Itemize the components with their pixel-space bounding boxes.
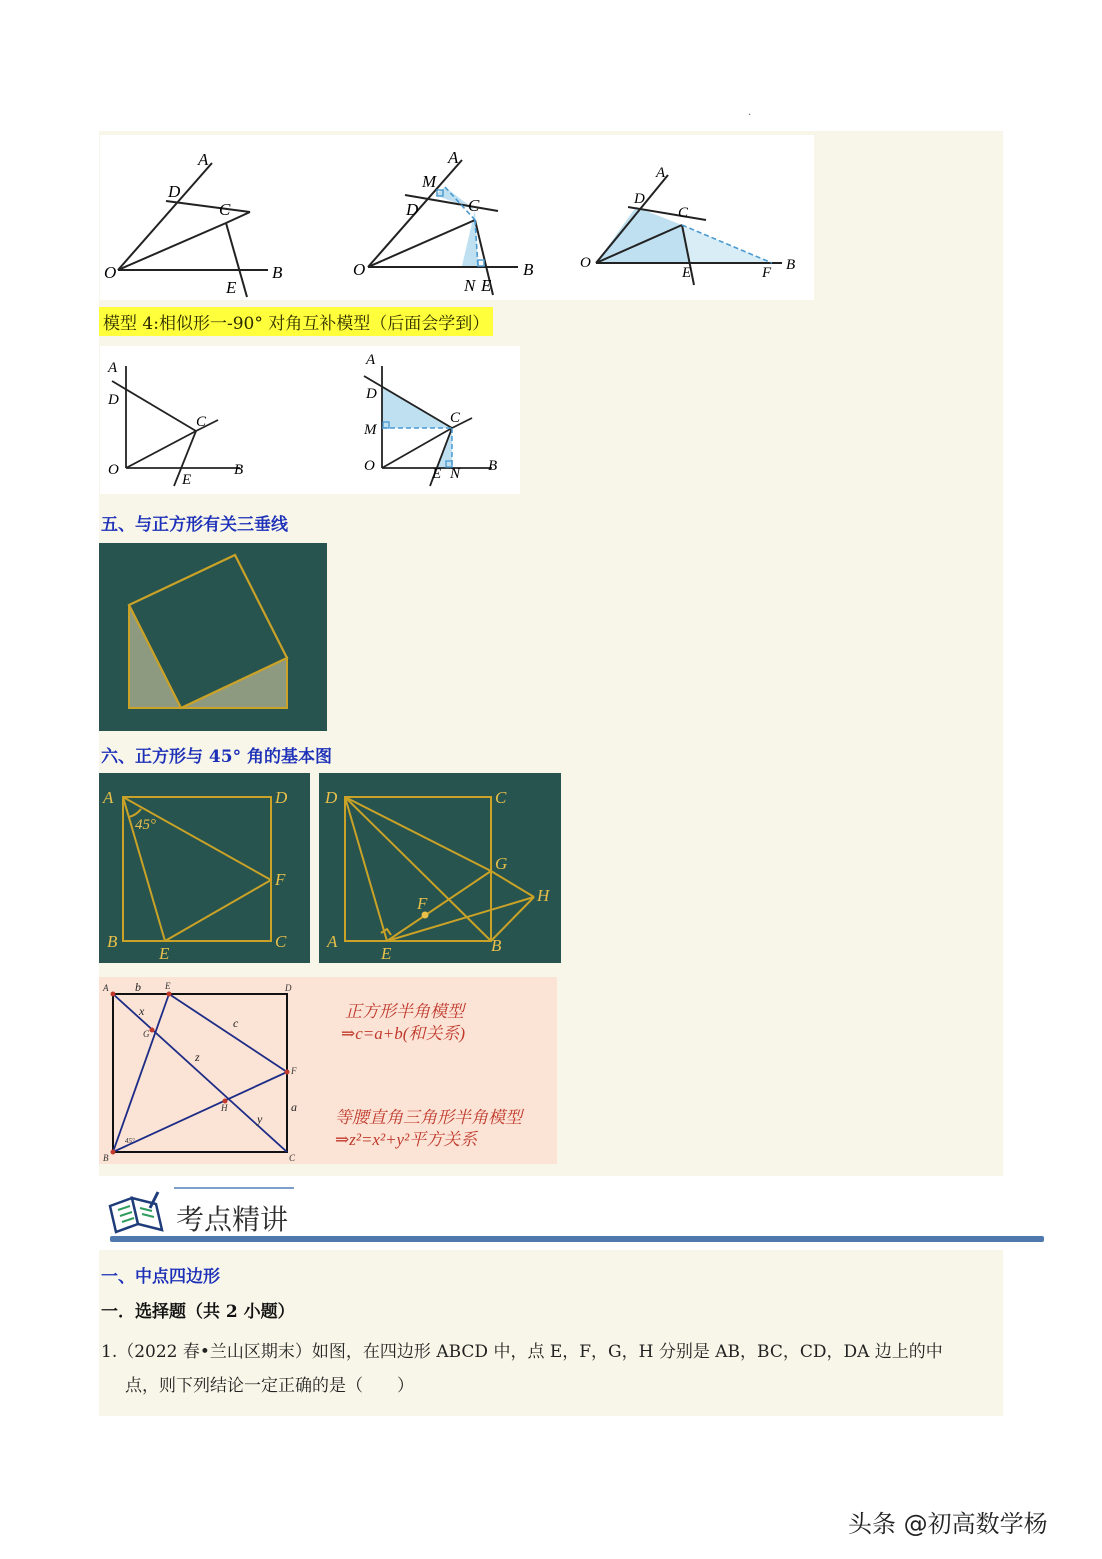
svg-text:N: N bbox=[450, 466, 461, 482]
svg-text:y: y bbox=[257, 1112, 263, 1126]
heading-six: 六、正方形与 45° 角的基本图 bbox=[101, 747, 332, 767]
svg-text:A: A bbox=[448, 148, 459, 167]
svg-text:O: O bbox=[580, 255, 591, 271]
svg-text:G: G bbox=[495, 854, 508, 873]
svg-text:B: B bbox=[491, 936, 502, 955]
figure-right-angle-models bbox=[100, 346, 520, 494]
svg-text:E: E bbox=[165, 981, 171, 991]
svg-text:D: D bbox=[325, 788, 338, 807]
svg-text:A: A bbox=[108, 360, 118, 376]
svg-text:C: C bbox=[678, 205, 689, 221]
svg-text:C: C bbox=[495, 788, 507, 807]
svg-text:G: G bbox=[143, 1029, 150, 1039]
svg-text:A: A bbox=[656, 165, 666, 181]
question-1-line-2: 点，则下列结论一定正确的是（ ） bbox=[125, 1376, 414, 1396]
top-mark: · bbox=[748, 110, 752, 121]
svg-text:E: E bbox=[432, 466, 442, 482]
svg-text:A: A bbox=[366, 352, 376, 368]
svg-text:A: A bbox=[198, 150, 209, 169]
heading-model-4: 模型 4:相似形一-90° 对角互补模型（后面会学到） bbox=[99, 307, 493, 336]
svg-text:E: E bbox=[481, 276, 492, 295]
svg-text:A: A bbox=[103, 788, 114, 807]
svg-text:C: C bbox=[468, 196, 480, 215]
svg-text:x: x bbox=[139, 1004, 145, 1018]
svg-text:C: C bbox=[275, 932, 287, 951]
svg-text:b: b bbox=[135, 980, 141, 994]
svg-text:H: H bbox=[221, 1103, 228, 1113]
angle-figure-1 bbox=[118, 163, 268, 297]
svg-text:O: O bbox=[108, 462, 119, 478]
svg-text:F: F bbox=[762, 265, 772, 281]
svg-text:B: B bbox=[103, 1153, 109, 1163]
heading-choice-questions: 一．选择题（共 2 小题） bbox=[101, 1302, 295, 1322]
svg-text:D: D bbox=[406, 200, 419, 219]
figure-square-45-b bbox=[319, 773, 561, 963]
svg-text:D: D bbox=[168, 182, 181, 201]
footer-author: 头条 @初高数学杨 bbox=[848, 1510, 1048, 1538]
svg-text:C: C bbox=[289, 1153, 296, 1163]
svg-text:B: B bbox=[107, 932, 118, 951]
svg-text:B: B bbox=[272, 263, 283, 282]
svg-text:D: D bbox=[366, 386, 377, 402]
svg-text:B: B bbox=[234, 462, 244, 478]
figure-square-perpendiculars bbox=[99, 543, 327, 731]
svg-text:C: C bbox=[219, 200, 231, 219]
svg-text:E: E bbox=[159, 944, 170, 963]
svg-text:N: N bbox=[464, 276, 476, 295]
svg-text:A: A bbox=[103, 983, 109, 993]
figure-square-45-a bbox=[99, 773, 310, 963]
svg-text:O: O bbox=[364, 458, 375, 474]
svg-text:⇒c=a+b(和关系): ⇒c=a+b(和关系) bbox=[341, 1024, 466, 1043]
svg-text:A: A bbox=[327, 932, 338, 951]
svg-text:C: C bbox=[450, 410, 461, 426]
section-title: 考点精讲 bbox=[176, 1203, 289, 1236]
heading-five: 五、与正方形有关三垂线 bbox=[101, 515, 288, 535]
figure-angle-models bbox=[100, 135, 814, 300]
right-angle-figure-1 bbox=[112, 366, 240, 486]
svg-text:D: D bbox=[634, 191, 645, 207]
svg-text:D: D bbox=[285, 983, 292, 993]
label-O: O bbox=[104, 263, 117, 282]
svg-text:E: E bbox=[381, 944, 392, 963]
angle-figure-2 bbox=[368, 160, 518, 295]
svg-text:E: E bbox=[682, 265, 692, 281]
svg-text:E: E bbox=[182, 472, 192, 488]
svg-text:B: B bbox=[786, 257, 796, 273]
svg-text:B: B bbox=[488, 458, 498, 474]
svg-text:45°: 45° bbox=[135, 817, 156, 833]
svg-text:F: F bbox=[275, 870, 286, 889]
book-icon bbox=[110, 1192, 162, 1232]
svg-text:c: c bbox=[233, 1016, 239, 1030]
svg-text:M: M bbox=[364, 422, 377, 438]
svg-text:45°: 45° bbox=[125, 1137, 135, 1145]
figure-half-angle-model bbox=[99, 977, 557, 1164]
heading-midpoint-quadrilateral: 一、中点四边形 bbox=[101, 1267, 220, 1287]
right-angle-figure-2 bbox=[364, 366, 492, 486]
svg-text:D: D bbox=[275, 788, 288, 807]
svg-text:z: z bbox=[195, 1050, 200, 1064]
svg-text:a: a bbox=[291, 1100, 297, 1114]
question-1 bbox=[101, 1336, 1001, 1402]
svg-text:F: F bbox=[417, 894, 428, 913]
svg-text:等腰直角三角形半角模型: 等腰直角三角形半角模型 bbox=[335, 1108, 522, 1127]
svg-text:B: B bbox=[523, 260, 534, 279]
svg-text:D: D bbox=[108, 392, 119, 408]
question-1-line-1: 1.（2022 春•兰山区期末）如图，在四边形 ABCD 中，点 E，F，G，H 分别是 AB，BC，CD，DA 边上的中 bbox=[101, 1342, 943, 1362]
svg-text:F: F bbox=[291, 1066, 297, 1076]
svg-text:O: O bbox=[353, 260, 366, 279]
svg-text:H: H bbox=[537, 886, 550, 905]
svg-text:⇒z²=x²+y²平方关系: ⇒z²=x²+y²平方关系 bbox=[335, 1130, 478, 1149]
svg-text:M: M bbox=[422, 172, 437, 191]
svg-text:C: C bbox=[196, 414, 207, 430]
svg-text:正方形半角模型: 正方形半角模型 bbox=[345, 1002, 464, 1021]
svg-text:E: E bbox=[226, 278, 237, 297]
